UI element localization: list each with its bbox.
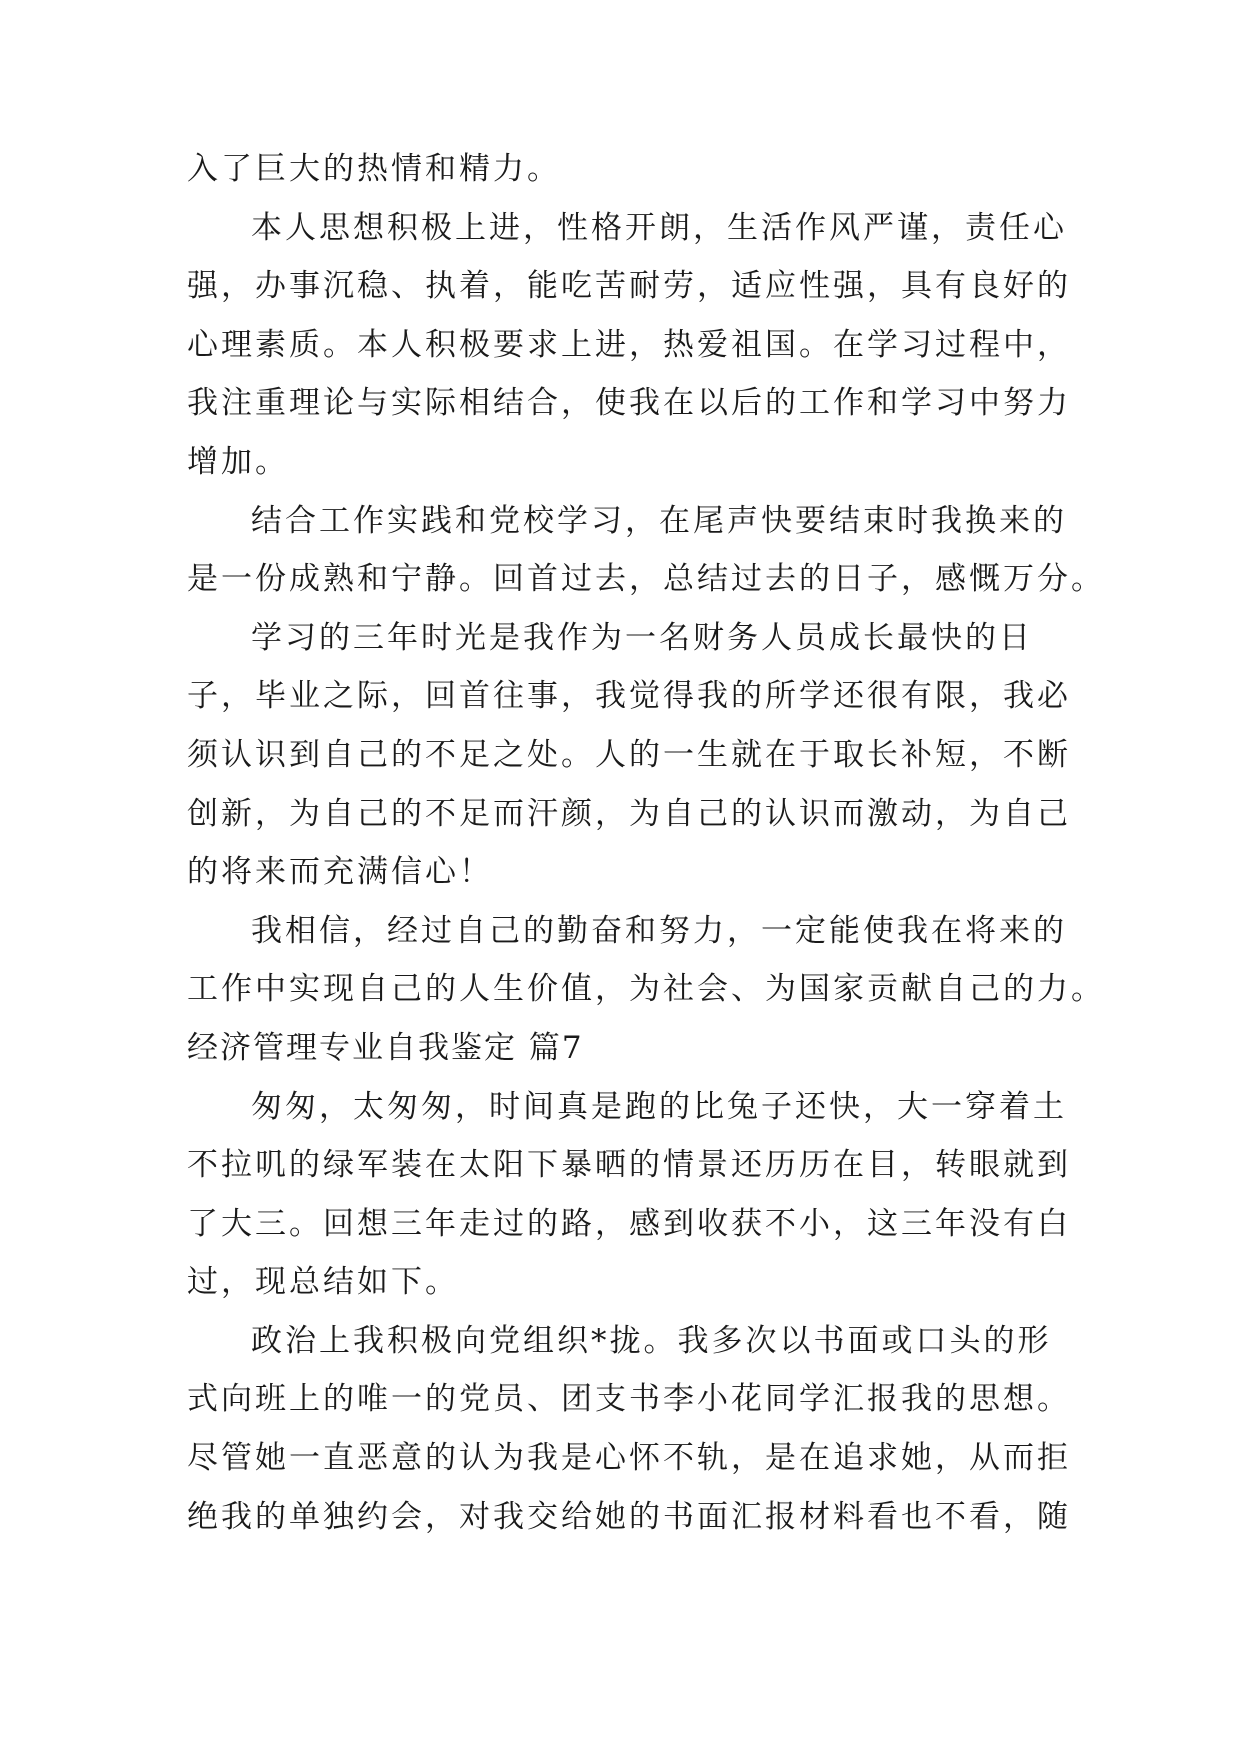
text-line: 不拉叽的绿军装在太阳下暴晒的情景还历历在目，转眼就到 xyxy=(187,1147,1071,1184)
text-line: 增加。 xyxy=(187,443,289,480)
paragraph-start-line: 匆匆，太匆匆，时间真是跑的比兔子还快，大一穿着土 xyxy=(251,1088,1067,1125)
paragraph-start-line: 学习的三年时光是我作为一名财务人员成长最快的日 xyxy=(251,619,1033,656)
text-line: 尽管她一直恶意的认为我是心怀不轨，是在追求她，从而拒 xyxy=(187,1440,1071,1477)
text-line: 工作中实现自己的人生价值，为社会、为国家贡献自己的力。 xyxy=(187,971,1105,1008)
document-body xyxy=(187,140,1105,1546)
paragraph-start-line: 政治上我积极向党组织*拢。我多次以书面或口头的形 xyxy=(251,1322,1052,1359)
text-line: 过，现总结如下。 xyxy=(187,1264,459,1301)
text-line: 强，办事沉稳、执着，能吃苦耐劳，适应性强，具有良好的 xyxy=(187,268,1071,305)
text-line: 绝我的单独约会，对我交给她的书面汇报材料看也不看，随 xyxy=(187,1498,1071,1535)
section-heading: 经济管理专业自我鉴定 篇7 xyxy=(187,1029,584,1066)
paragraph-start-line: 结合工作实践和党校学习，在尾声快要结束时我换来的 xyxy=(251,502,1067,539)
text-line: 式向班上的唯一的党员、团支书李小花同学汇报我的思想。 xyxy=(187,1381,1071,1418)
paragraph-start-line: 本人思想积极上进，性格开朗，生活作风严谨，责任心 xyxy=(251,209,1067,246)
text-line: 我注重理论与实际相结合，使我在以后的工作和学习中努力 xyxy=(187,385,1071,422)
text-line: 的将来而充满信心！ xyxy=(187,854,493,891)
text-line: 了大三。回想三年走过的路，感到收获不小，这三年没有白 xyxy=(187,1205,1071,1242)
text-line: 须认识到自己的不足之处。人的一生就在于取长补短，不断 xyxy=(187,736,1071,773)
text-line: 子，毕业之际，回首往事，我觉得我的所学还很有限，我必 xyxy=(187,678,1071,715)
paragraph-start-line: 我相信，经过自己的勤奋和努力，一定能使我在将来的 xyxy=(251,912,1067,949)
text-line: 是一份成熟和宁静。回首过去，总结过去的日子，感慨万分。 xyxy=(187,561,1105,598)
text-line: 入了巨大的热情和精力。 xyxy=(187,151,561,187)
text-line: 心理素质。本人积极要求上进，热爱祖国。在学习过程中， xyxy=(187,326,1071,363)
text-line: 创新，为自己的不足而汗颜，为自己的认识而激动，为自己 xyxy=(187,795,1071,832)
